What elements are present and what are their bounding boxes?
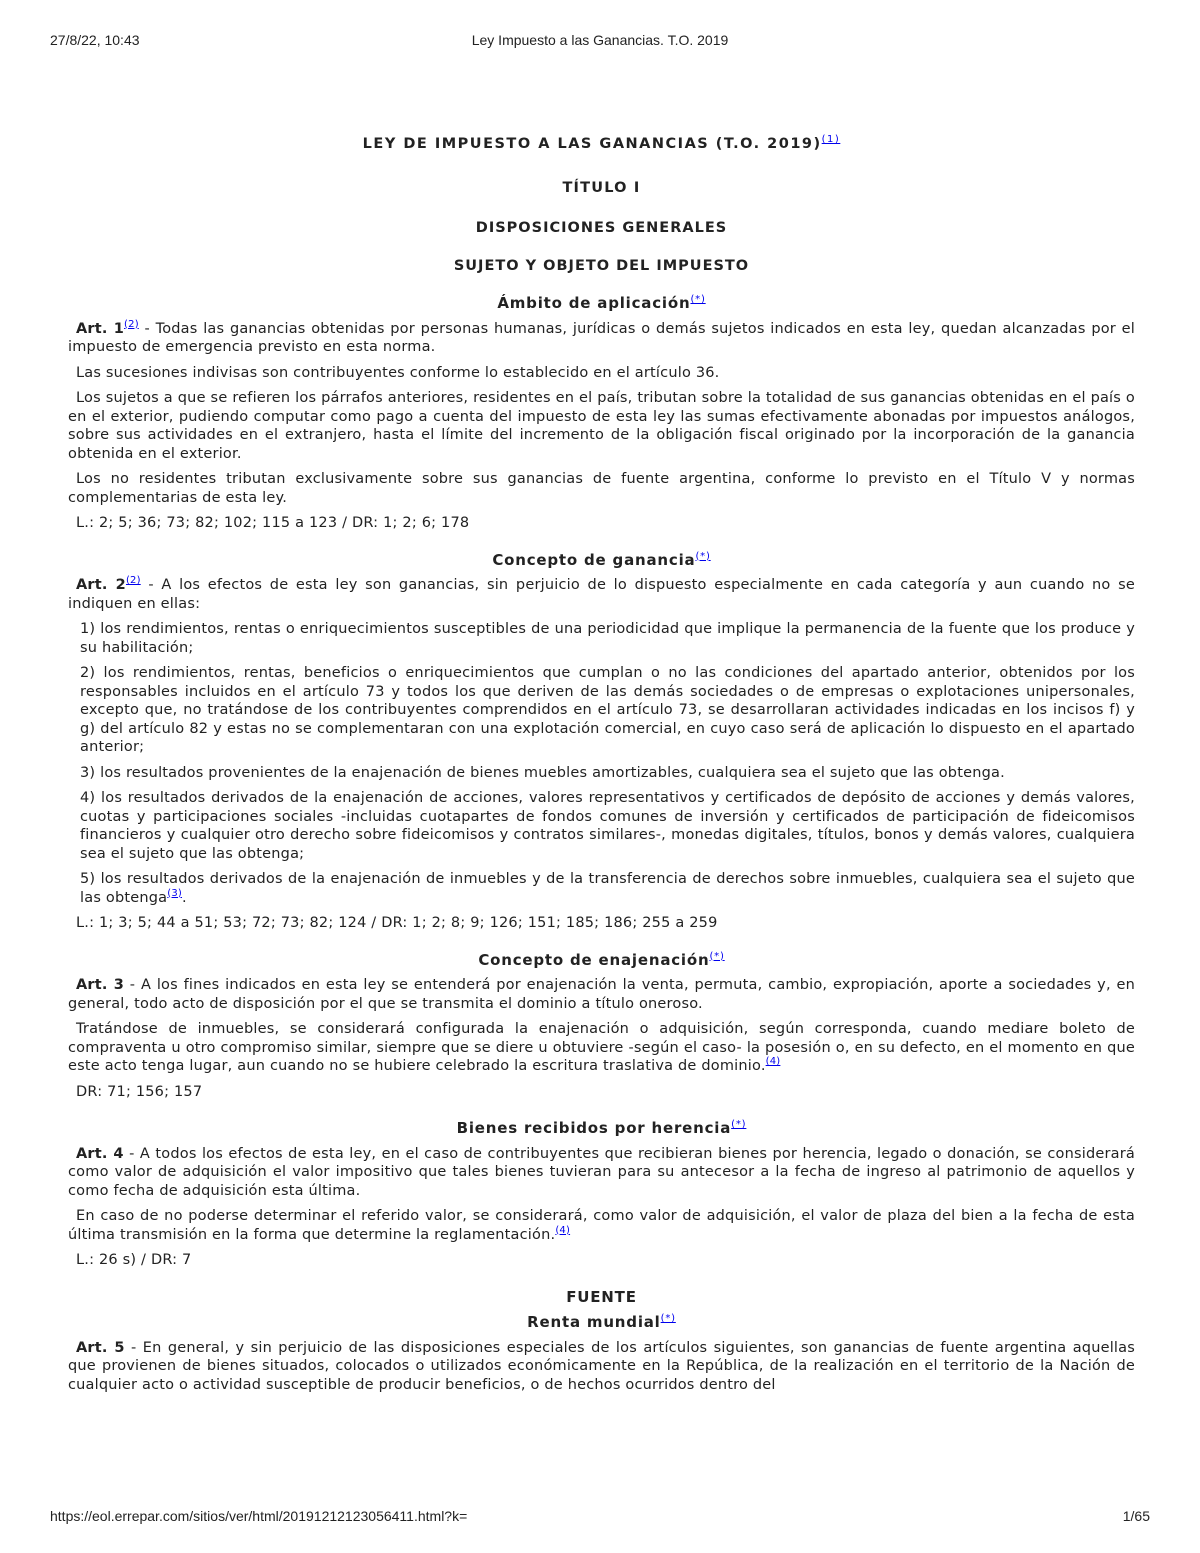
- art4-text: - A todos los efectos de esta ley, en el caso de contribuyentes que recibieran bienes por herencia, legado o donación, se considerará como valor de adquisición el valor impositivo que tales bienes tuvieran para su antecesor a la fecha de ingreso al patrimonio de aquellos y como fecha de adquisición esta última.: [68, 1145, 1135, 1199]
- art2-label: Art. 2: [76, 577, 126, 593]
- art1-note-link[interactable]: (2): [124, 318, 139, 330]
- art2-item: 4) los resultados derivados de la enajenación de acciones, valores representativos y certificados de depósito de acciones y demás valores, cuotas y participaciones sociales -incluidas cuotapartes de fondos comunes de inversión y certificados de participación de fideicomisos financieros y cualquier otro derecho sobre fideicomisos y contratos similares-, monedas digitales, títulos, bonos y demás valores, cualquiera sea el sujeto que las obtenga;: [80, 790, 1135, 862]
- art3-paragraph: [68, 976, 1135, 1013]
- art1-label: Art. 1: [76, 320, 125, 337]
- art2-item: 1) los rendimientos, rentas o enriquecimientos susceptibles de una periodicidad que implique la permanencia de la fuente que los produce y su habilitación;: [80, 621, 1135, 656]
- titulo-heading: TÍTULO I: [562, 179, 641, 196]
- art1-heading: [68, 294, 1135, 313]
- art1-heading-text: Ámbito de aplicación: [497, 294, 691, 312]
- art2-item5-end: .: [182, 889, 187, 906]
- fuente-heading: FUENTE: [566, 1287, 637, 1306]
- print-datetime: 27/8/22, 10:43: [50, 32, 140, 48]
- art5-text: - En general, y sin perjuicio de las disposiciones especiales de los artículos siguientes, son ganancias de fuente argentina aquellas que provienen de bienes situados, colocados o utilizados económicamente en la República, de la realización en el territorio de la Nación de cualquier acto o actividad susceptible de producir beneficios, o de hechos ocurridos dentro del: [68, 1339, 1135, 1393]
- law-title: [68, 135, 1135, 154]
- art4-p2-text: En caso de no poderse determinar el referido valor, se considerará, como valor de adquisición, el valor de plaza del bien a la fecha de esta última transmisión en la forma que determine la reglamentación.: [68, 1208, 1135, 1243]
- art1-references: L.: 2; 5; 36; 73; 82; 102; 115 a 123 / DR: 1; 2; 6; 178: [76, 515, 470, 531]
- art4-heading: [68, 1119, 1135, 1138]
- disposiciones-heading: DISPOSICIONES GENERALES: [475, 220, 728, 236]
- footnote-link-1[interactable]: (1): [821, 134, 841, 146]
- art1-paragraph: [68, 320, 1135, 357]
- art5-heading-text: Renta mundial: [527, 1313, 661, 1331]
- art2-note-link[interactable]: (2): [125, 575, 141, 587]
- art3-references: DR: 71; 156; 157: [76, 1083, 203, 1100]
- art2-paragraph: [68, 576, 1135, 613]
- art3-heading-text: Concepto de enajenación: [478, 950, 710, 969]
- art1-paragraph-2: Las sucesiones indivisas son contribuyentes conforme lo establecido en el artículo 36.: [76, 364, 720, 381]
- art1-heading-note-link[interactable]: (*): [690, 294, 706, 305]
- art4-heading-note-link[interactable]: (*): [731, 1119, 747, 1130]
- art4-paragraph: [68, 1145, 1135, 1201]
- art4-label: Art. 4: [76, 1145, 124, 1162]
- art1-text: - Todas las ganancias obtenidas por personas humanas, jurídicas o demás sujetos indicados en esta ley, quedan alcanzadas por el impuesto de emergencia previsto en esta norma.: [68, 320, 1135, 355]
- law-title-text: LEY DE IMPUESTO A LAS GANANCIAS (T.O. 2019): [362, 136, 822, 152]
- art3-label: Art. 3: [76, 977, 125, 993]
- art4-heading-text: Bienes recibidos por herencia: [456, 1119, 732, 1137]
- print-doc-title: Ley Impuesto a las Ganancias. T.O. 2019: [471, 32, 729, 48]
- art3-p2-text: Tratándose de inmuebles, se considerará configurada la enajenación o adquisición, según corresponda, cuando mediare boleto de compraventa u otro compromiso similar, siempre que se diere u obtuviere -según el caso- la posesión o, en su defecto, en el momento en que este acto tenga lugar, aun cuando no se hubiere celebrado la escritura traslativa de dominio.: [68, 1021, 1135, 1074]
- art5-paragraph: [68, 1339, 1135, 1395]
- art2-text: - A los efectos de esta ley son ganancias, sin perjuicio de lo dispuesto especialmente en cada categoría y aun cuando no se indiquen en ellas:: [68, 577, 1135, 612]
- art4-paragraph-2: [68, 1207, 1135, 1244]
- art4-references: L.: 26 s) / DR: 7: [76, 1252, 192, 1268]
- art2-item5-text: 5) los resultados derivados de la enajenación de inmuebles y de la transferencia de derechos sobre inmuebles, cualquiera sea el sujeto que las obtenga: [80, 871, 1135, 906]
- art2-item-5: [68, 870, 1135, 907]
- art2-item5-note-link[interactable]: (3): [167, 887, 183, 899]
- art3-paragraph-2: [68, 1020, 1135, 1076]
- print-url: https://eol.errepar.com/sitios/ver/html/20191212123056411.html?k=: [50, 1508, 468, 1524]
- art2-heading-note-link[interactable]: (*): [695, 550, 711, 562]
- art3-p2-note-link[interactable]: (4): [765, 1056, 781, 1068]
- sujeto-heading: SUJETO Y OBJETO DEL IMPUESTO: [453, 257, 750, 274]
- art1-paragraph-4: Los no residentes tributan exclusivamente sobre sus ganancias de fuente argentina, conforme lo previsto en el Título V y normas complementarias de esta ley.: [68, 471, 1135, 506]
- art2-heading: [68, 551, 1135, 570]
- document-body: [68, 130, 1135, 1401]
- art1-paragraph-3: Los sujetos a que se refieren los párrafos anteriores, residentes en el país, tributan sobre la totalidad de sus ganancias obtenidas en el país o en el exterior, pudiendo computar como pago a cuenta del impuesto de esta ley las sumas efectivamente abonadas por impuestos análogos, sobre sus actividades en el extranjero, hasta el límite del incremento de la obligación fiscal originado por la incorporación de la ganancia obtenida en el exterior.: [68, 390, 1135, 462]
- art2-item: 3) los resultados provenientes de la enajenación de bienes muebles amortizables, cualquiera sea el sujeto que las obtenga.: [80, 764, 1005, 781]
- art2-heading-text: Concepto de ganancia: [492, 550, 696, 569]
- print-page-number: 1/65: [1122, 1508, 1150, 1524]
- art5-label: Art. 5: [76, 1339, 125, 1356]
- art2-item: 2) los rendimientos, rentas, beneficios o enriquecimientos que cumplan o no las condiciones del apartado anterior, obtenidos por los responsables incluidos en el artículo 73 y todos los que deriven de las demás sociedades o de empresas o explotaciones unipersonales, excepto que, no tratándose de los contribuyentes comprendidos en el artículo 73, se desarrollaran actividades indicadas en los incisos f) y g) del artículo 82 y estas no se complementaran con una explotación comercial, en cuyo caso será de aplicación lo dispuesto en el apartado anterior;: [80, 665, 1135, 755]
- art3-heading-note-link[interactable]: (*): [709, 950, 725, 962]
- art4-p2-note-link[interactable]: (4): [555, 1224, 571, 1236]
- art2-references: L.: 1; 3; 5; 44 a 51; 53; 72; 73; 82; 124 / DR: 1; 2; 8; 9; 126; 151; 185; 186; 255 a 259: [76, 915, 718, 931]
- art3-text: - A los fines indicados en esta ley se entenderá por enajenación la venta, permuta, cambio, expropiación, aporte a sociedades y, en general, todo acto de disposición por el que se transmita el dominio a título oneroso.: [68, 977, 1135, 1012]
- art3-heading: [68, 951, 1135, 970]
- art5-heading-note-link[interactable]: (*): [660, 1313, 676, 1324]
- art5-heading: [68, 1313, 1135, 1332]
